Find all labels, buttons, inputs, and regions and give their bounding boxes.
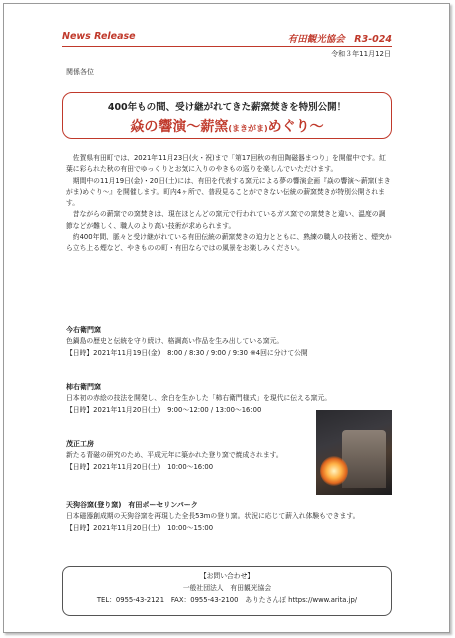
section-shigemasa — [66, 439, 311, 473]
section-heading: 茂正工房 — [66, 440, 94, 448]
title-box — [62, 92, 392, 139]
section-date: 【日時】2021年11月20日(土) 10:00～15:00 — [66, 523, 214, 532]
addressee: 関係各位 — [66, 68, 94, 76]
release-header — [62, 31, 392, 47]
contact-line: TEL：0955-43-2121 FAX：0955-43-2100 ありたさんぽ https://www.arita.jp/ — [96, 596, 358, 604]
title-ruby: (まきがま) — [228, 124, 268, 133]
section-heading: 今右衛門窯 — [66, 326, 101, 334]
paragraph: 昔ながらの薪窯での窯焚きは、現在ほとんどの窯元で行われているガス窯での窯焚きと違い、温度の調節などが難しく、職人のより高い技術が求められます。 — [66, 210, 386, 230]
section-tengudani — [66, 500, 392, 534]
section-desc: 色鍋島の歴史と伝統を守り続け、格調高い作品を生み出している窯元。 — [66, 337, 284, 346]
contact-heading: 【お問い合わせ】 — [199, 572, 255, 580]
contact-org: 一般社団法人 有田観光協会 — [182, 584, 272, 592]
section-desc: 日本磁器創成期の天狗谷窯を再現した全長53mの登り窯。状況に応じて薪入れ体験もできます。 — [66, 512, 360, 521]
section-date: 【日時】2021年11月20日(土) 10:00～16:00 — [66, 462, 214, 471]
release-date: 令和３年11月12日 — [331, 50, 391, 58]
section-desc: 日本初の赤絵の技法を開発し、余白を生かした「柿右衛門様式」を現代に伝える窯元。 — [66, 394, 332, 403]
section-heading: 天狗谷窯(登り窯) 有田ポーセリンパーク — [66, 501, 198, 509]
section-desc: 新たる青磁の研究のため、平成元年に築かれた登り窯で焼成されます。 — [66, 451, 283, 460]
kiln-fire-photo — [316, 410, 392, 495]
section-date: 【日時】2021年11月19日(金) 8:00 / 8:30 / 9:00 / 9:30 ※4回に分けて公開 — [66, 348, 308, 357]
section-date: 【日時】2021年11月20日(土) 9:00～12:00 / 13:00～16:00 — [66, 405, 262, 414]
fire-glow — [320, 456, 348, 486]
title-main-b: めぐり～ — [267, 119, 324, 135]
title-line-1: 400年もの間、受け継がれてきた薪窯焚きを特別公開！ — [107, 102, 347, 113]
body-text — [66, 153, 392, 255]
paragraph: 約400年間、脈々と受け継がれている有田伝統の薪窯焚きの迫力とともに、熟練の職人の技術と、煙突から立ち上る煙など、やきものの町・有田ならではの風景をお楽しみください。 — [66, 233, 392, 253]
title-main-a: 焱の響演～薪窯 — [130, 119, 229, 135]
section-heading: 柿右衛門窯 — [66, 383, 101, 391]
paragraph: 佐賀県有田町では、2021年11月23日(火・祝)まで「第17回秋の有田陶磁器まつり」を開催中です。紅葉に彩られた秋の有田でゆっくりとお気に入りのやきもの巡りを楽しんでいただけます。 — [66, 154, 386, 174]
paragraph: 期間中の11月19日(金)・20日(土)には、有田を代表する窯元による夢の響演企画『焱の響演～薪窯(まきがま)めぐり～』を開催します。町内4ヶ所で、普段見ることができない伝統の薪窯焚きが特別公開されます。 — [66, 176, 391, 208]
title-line-2 — [63, 116, 391, 136]
section-imaemon — [66, 325, 392, 359]
kiln-shape — [342, 430, 386, 488]
news-release-label: News Release — [62, 31, 136, 42]
release-number: 有田観光協会 R3-024 — [287, 34, 392, 45]
contact-box — [62, 566, 392, 616]
